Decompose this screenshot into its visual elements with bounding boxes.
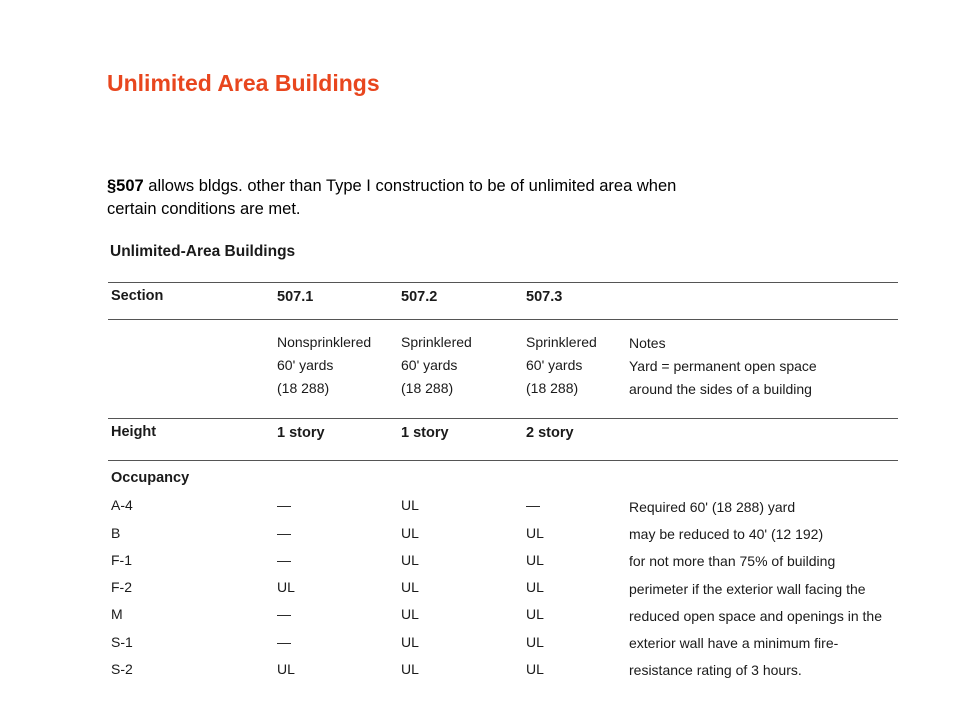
description-line: (18 288): [277, 380, 330, 396]
height-label: Height: [111, 424, 157, 440]
cell-507-3: UL: [526, 525, 544, 541]
table-top-rule: [108, 282, 898, 283]
cell-507-1: —: [277, 497, 291, 513]
description-line: Sprinklered: [526, 334, 597, 350]
intro-code-reference: §507: [107, 177, 144, 195]
cell-507-2: UL: [401, 579, 419, 595]
cell-507-2: UL: [401, 497, 419, 513]
cell-507-3: UL: [526, 579, 544, 595]
intro-paragraph: [107, 175, 827, 221]
cell-507-2: UL: [401, 606, 419, 622]
section-label: Section: [111, 288, 164, 304]
occupancy-code: S-2: [111, 661, 133, 677]
occupancy-code: B: [111, 525, 121, 541]
section-507-2: 507.2: [401, 289, 438, 305]
notes-header: [629, 332, 817, 401]
occupancy-note-line: exterior wall have a minimum fire-: [629, 635, 839, 652]
table-row: [108, 549, 628, 571]
cell-507-3: UL: [526, 661, 544, 677]
description-line: (18 288): [401, 380, 454, 396]
cell-507-1: —: [277, 525, 291, 541]
cell-507-3: UL: [526, 552, 544, 568]
description-line: (18 288): [526, 380, 579, 396]
occupancy-note-line: reduced open space and openings in the: [629, 607, 882, 624]
cell-507-1: —: [277, 606, 291, 622]
occupancy-code: A-4: [111, 497, 133, 513]
occupancy-notes: [629, 494, 882, 684]
description-line: 60' yards: [277, 357, 334, 373]
description-line: 60' yards: [526, 357, 583, 373]
cell-507-1: UL: [277, 661, 295, 677]
description-507-2: [401, 331, 472, 400]
cell-507-2: UL: [401, 552, 419, 568]
description-507-1: [277, 331, 371, 400]
description-line: Sprinklered: [401, 334, 472, 350]
notes-line: Yard = permanent open space: [629, 358, 817, 374]
cell-507-3: UL: [526, 606, 544, 622]
section-rule: [108, 319, 898, 320]
cell-507-2: UL: [401, 661, 419, 677]
occupancy-note-line: Required 60' (18 288) yard: [629, 499, 796, 515]
notes-line: Notes: [629, 335, 666, 351]
table-row: [108, 494, 628, 516]
occupancy-code: M: [111, 606, 123, 622]
intro-text-line-1: allows bldgs. other than Type I construction to be of unlimited area when: [143, 177, 677, 195]
slide-title: Unlimited Area Buildings: [107, 70, 380, 96]
height-507-1: 1 story: [277, 425, 325, 441]
table-row: [108, 658, 628, 680]
description-line: Nonsprinklered: [277, 334, 372, 350]
occupancy-code: S-1: [111, 634, 133, 650]
height-top-rule: [108, 418, 898, 419]
height-507-3: 2 story: [526, 425, 574, 441]
cell-507-1: UL: [277, 579, 295, 595]
unlimited-area-table: [108, 240, 898, 690]
table-row: [108, 576, 628, 598]
occupancy-code: F-2: [111, 579, 132, 595]
table-row: [108, 631, 628, 653]
table-row: [108, 603, 628, 625]
cell-507-3: UL: [526, 634, 544, 650]
cell-507-3: —: [526, 497, 540, 513]
cell-507-2: UL: [401, 525, 419, 541]
height-507-2: 1 story: [401, 425, 449, 441]
notes-line: around the sides of a building: [629, 381, 812, 397]
intro-text-line-2: certain conditions are met.: [107, 200, 301, 218]
occupancy-code: F-1: [111, 552, 132, 568]
occupancy-note-line: perimeter if the exterior wall facing the: [629, 580, 866, 597]
table-row: [108, 522, 628, 544]
occupancy-note-line: for not more than 75% of building: [629, 553, 836, 570]
cell-507-1: —: [277, 634, 291, 650]
cell-507-1: —: [277, 552, 291, 568]
cell-507-2: UL: [401, 634, 419, 650]
description-507-3: [526, 331, 597, 400]
description-line: 60' yards: [401, 357, 458, 373]
section-507-3: 507.3: [526, 289, 563, 305]
section-507-1: 507.1: [277, 289, 314, 305]
occupancy-note-line: resistance rating of 3 hours.: [629, 662, 802, 679]
occupancy-top-rule: [108, 460, 898, 461]
occupancy-label: Occupancy: [111, 470, 190, 486]
table-title: Unlimited-Area Buildings: [110, 243, 296, 260]
occupancy-note-line: may be reduced to 40' (12 192): [629, 526, 824, 543]
